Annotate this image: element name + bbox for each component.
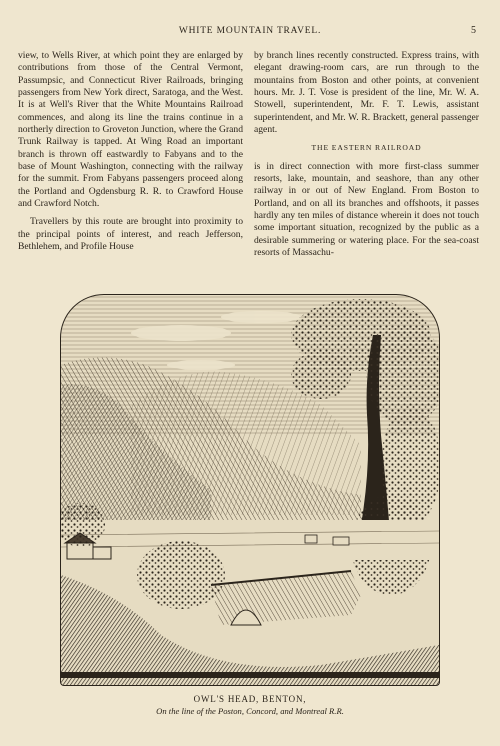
left-paragraph-2: Travellers by this route are brought into proximity to the principal points of interest, and reach Jefferson, Bethlehem, and Profile House — [18, 216, 243, 253]
right-column — [254, 50, 479, 266]
running-title: WHITE MOUNTAIN TRAVEL. — [178, 26, 322, 36]
figure-caption-subtitle: On the line of the Poston, Concord, and Montreal R.R. — [156, 706, 344, 716]
left-paragraph-1: view, to Wells River, at which point they are enlarged by contributions from those of the Central Vermont, Passumpsic, and Connecticut River Railroads, bringing passengers from New York direct, Saratoga, and the West. It is at Well's River that the White Mountains Railroad commences, and along its line the trains continue in a northerly direction to Groveton Junction, where the Grand Trunk Railway is tapped. At Wing Road an important branch is thrown off eastwardly to Fabyans and to the base of Mount Washington, connecting with the railway for the summit. From Fabyans passengers proceed along the Portland and Ogdensburg R. R. to Crawford House and Crawford Notch. — [18, 50, 243, 210]
right-paragraph-2: is in direct connection with more first-class summer resorts, lake, mountain, and seashore, than any other railway in or out of New England. From Boston to Portland, and on all its branches and offshoots, it passes hardly any ten miles of distance wherein it does not touch some important situation, recognized by the public as a desirable summering or watering place. For the sea-coast resorts of Massachu- — [254, 160, 479, 259]
figure-caption-title: OWL'S HEAD, BENTON, — [193, 694, 307, 704]
page-number: 5 — [471, 25, 476, 36]
owls-head-engraving — [61, 295, 439, 685]
section-heading: THE EASTERN RAILROAD — [311, 143, 422, 153]
stream — [261, 635, 439, 643]
left-column — [18, 50, 243, 260]
engraving-illustration — [60, 294, 440, 686]
right-paragraph-1: by branch lines recently constructed. Express trains, with elegant drawing-room cars, are run through to the mountains from Boston and other points, at convenient hours. Mr. J. T. Vose is president of the line, Mr. W. A. Stowell, superintendent, Mr. F. T. Lewis, assistant superintendent, and Mr. W. R. Brackett, general passenger agent. — [254, 50, 479, 136]
valley-meadow — [61, 520, 439, 560]
text-columns — [18, 50, 480, 290]
stone-bridge — [211, 571, 361, 625]
